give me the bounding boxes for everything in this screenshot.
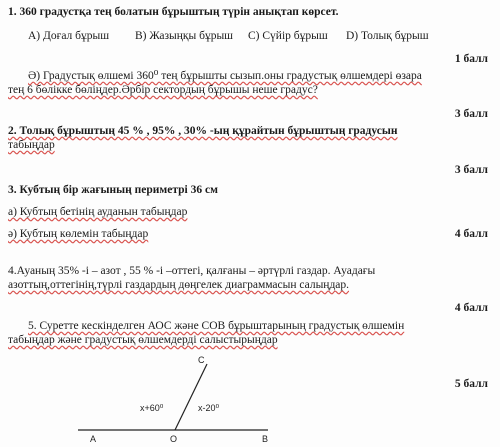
q1-option-a: A) Доғал бұрыш: [28, 30, 110, 42]
q5-line2: табыңдар және градустық өлшемдерді салыстырыңдар: [8, 334, 278, 346]
angle-diagram: [0, 350, 330, 447]
angle-cob-label: x-20⁰: [198, 403, 220, 413]
q2-points: 3 балл: [454, 164, 488, 176]
q3-title: 3. Кубтың бір жағының периметрі 36 см: [8, 184, 218, 196]
q3-part-b: ә) Кубтың көлемін табыңдар: [8, 228, 149, 240]
q4-points: 4 балл: [454, 302, 488, 314]
q3-points: 4 балл: [454, 228, 488, 240]
q4-line1: 4.Ауаның 35% -і – азот , 55 % -і –оттегі, қалғаны – әртүрлі газдар. Ауадағы: [8, 265, 376, 277]
q4-line2: азоттың,оттегінің,түрлі газдардың дөңгелек диаграммасын салыңдар.: [8, 279, 350, 291]
point-o-label: O: [170, 434, 178, 444]
q1-points-1: 1 балл: [454, 53, 488, 65]
angle-aoc-label: x+60⁰: [140, 403, 164, 413]
q2-line2: табыңдар: [8, 139, 55, 151]
q2-line1: 2. Толық бұрыштың 45 % , 95% , 30% -ың құрайтын бұрыштың градусын: [8, 125, 398, 137]
q1-option-b: B) Жазыңқы бұрыш: [135, 30, 234, 42]
q1-option-c: C) Сүйір бұрыш: [248, 30, 328, 42]
q1-points-2: 3 балл: [454, 108, 488, 120]
q5-line1: 5. Суретте кескінделген АОС және СОВ бұрыштарының градустық өлшемін: [28, 320, 405, 332]
q1-title: 1. 360 градустқа тең болатын бұрыштың түрін анықтап көрсет.: [8, 6, 339, 18]
q1-part2-line1: Ә) Градустық өлшемі 360⁰ тең бұрышты сызып.оны градустық өлшемдері өзара: [28, 70, 422, 82]
q3-part-a: а) Кубтың бетінің ауданын табыңдар: [8, 206, 188, 218]
q5-points: 5 балл: [454, 378, 488, 390]
ray-oc: [175, 364, 207, 430]
q1-part2-line2: тең 6 бөлікке бөліңдер.Әрбір сектордың бұрышы неше градус?: [8, 84, 318, 96]
point-b-label: B: [262, 434, 269, 444]
point-c-label: C: [198, 355, 205, 365]
point-a-label: A: [90, 434, 97, 444]
q1-option-d: D) Толық бұрыш: [346, 30, 429, 42]
